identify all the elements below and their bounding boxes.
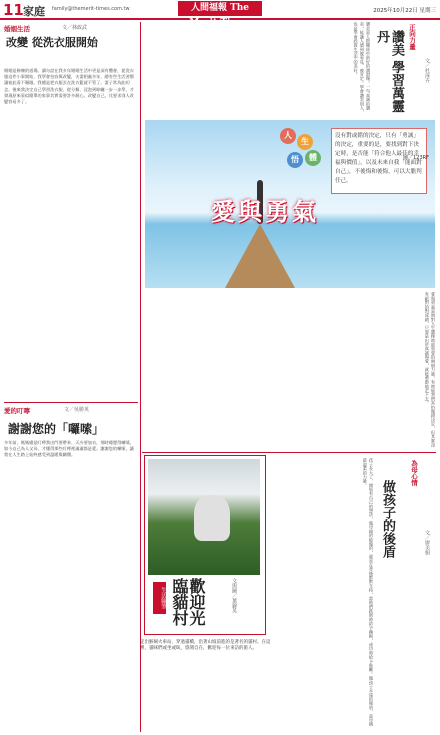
column-label-positive: 正向力量 xyxy=(408,24,416,50)
photo-caption: 走出猴硐火車站，穿過貓橋，沿著山坡前進的是著名的貓村。在這裡，貓咪們或坐或臥，悠閒自在，歡迎每一位來訪的旅人。 xyxy=(140,640,271,652)
photo-tag: 生活隨筆 xyxy=(153,582,166,614)
divider xyxy=(142,452,436,453)
column-label-marriage: 婚姻生活 xyxy=(4,25,30,33)
circle-char-1: 人 xyxy=(280,128,296,144)
article-title: 謝謝您的「囉嗦」 xyxy=(8,422,105,436)
circle-char-2: 生 xyxy=(297,134,313,150)
right-article-title: 做孩子的後盾 xyxy=(380,480,395,558)
article-body: 婚姻是修煉的道場。讀句話在我多年婚姻生活中更是深有體會，從洗衣服這件小事開始，我學會包容與改變，夫妻相處多年，總有些生活習慣讓彼此看不順眼。我總是把衣服丟在洗衣籃就不管了，妻子常為此叨念。後來我決定自己學習洗衣服，從分類、浸泡到晾曬一步一步學，才發現原來看似簡單的家事其實需要許多耐心。改變自己，比要求別人改變容易多了。 xyxy=(4,68,134,105)
cat-village-photo xyxy=(148,459,260,575)
photo-credit: 圖／123RF xyxy=(403,155,429,161)
cat-statue xyxy=(194,495,230,541)
quote-box: 沒有對或錯的決定，只有「勇誠」的決定，重要的是，要找到對下決定時，是否能「符合他人最佳的幸福與價值」，以及未來自我「能面對自己」，不後悔和後悔，可以大膽判任己。 xyxy=(331,128,427,194)
pier-shape xyxy=(225,224,295,288)
page-number: 11 xyxy=(3,1,24,19)
feature-body-bottom: 愛與勇氣是面對人生選擇時最重要的兩個力量。有時候我們害怕做錯決定，但其實沒有絕對的對或錯，只要是出於真誠與愛，就能勇敢地走下去。 xyxy=(424,292,436,448)
newspaper-logo: 人間福報 The Merit Times xyxy=(178,1,262,16)
cat-author: 文與圖／葉錦英 xyxy=(231,578,237,613)
feature-author: 文／杜淳卉 xyxy=(424,58,430,83)
article-author: 文／吳勝英 xyxy=(64,407,90,413)
feature-body-top: 讚美是人際關係中最好的潤滑劑。一句真誠的讚美，能讓人感到被看見、被肯定。學會讚美別人，也是學會欣賞生活中的美好。 xyxy=(353,22,371,115)
article-author: 文／林政武 xyxy=(62,25,88,31)
feature-photo xyxy=(145,120,435,288)
photo-headline: 愛與勇氣 xyxy=(211,197,319,226)
column-label-mother: 為母心情 xyxy=(410,460,418,486)
right-article-author: 文／廖美娟 xyxy=(424,530,430,555)
article-body: 多年前，媽媽總是叮嚀我出門要帶傘、天冷要加衣，那時總覺得囉嗦。如今自己為人父母，才懂得那些叮嚀裡滿滿都是愛。謝謝您的囉嗦，讓我在人生路上始終感受到溫暖與關懷。 xyxy=(4,440,134,458)
column-label-love: 愛的叮嚀 xyxy=(4,407,30,415)
circle-char-3: 體 xyxy=(305,150,321,166)
cat-title: 歡迎光臨貓村 xyxy=(170,578,206,626)
circle-char-4: 悟 xyxy=(287,152,303,168)
feature-title: 讚美 學習萬靈丹 xyxy=(374,30,404,113)
section-name: 家庭 xyxy=(23,5,45,18)
cat-village-photo-block xyxy=(144,455,266,635)
divider xyxy=(4,402,138,403)
column-divider xyxy=(140,22,141,732)
article-title: 改變 從洗衣服開始 xyxy=(6,36,98,49)
issue-date: 2025年10月22日 星期三 xyxy=(373,8,436,14)
section-email: family@themerit-times.com.tw xyxy=(52,6,130,12)
right-article-body: 孩子長大了，開始有自己的想法，做母親的能做的，就是在背後默默支持，當他們跌倒時給予擁抱，成功時給予鼓勵。做孩子永遠的後盾，是母親最溫柔的力量。 xyxy=(362,458,374,727)
